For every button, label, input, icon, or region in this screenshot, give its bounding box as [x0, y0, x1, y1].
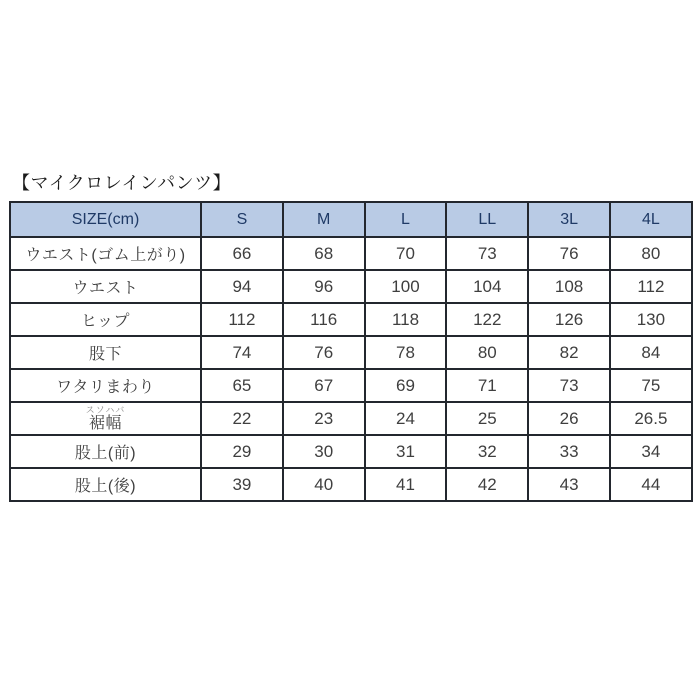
- size-value-cell: 80: [446, 336, 528, 369]
- size-value-cell: 104: [446, 270, 528, 303]
- size-value-cell: 80: [610, 237, 692, 270]
- table-row: [10, 402, 692, 435]
- row-label: 股上(後): [10, 468, 201, 501]
- size-value-cell: 25: [446, 402, 528, 435]
- size-value-cell: 32: [446, 435, 528, 468]
- size-value-cell: 44: [610, 468, 692, 501]
- table-row: [10, 303, 692, 336]
- size-value-cell: 33: [528, 435, 610, 468]
- size-value-cell: 34: [610, 435, 692, 468]
- size-value-cell: 94: [201, 270, 283, 303]
- size-value-cell: 31: [365, 435, 447, 468]
- row-label: ワタリまわり: [10, 369, 201, 402]
- table-row: [10, 369, 692, 402]
- size-value-cell: 65: [201, 369, 283, 402]
- row-label-furigana: スソハバ: [85, 405, 126, 415]
- row-label: ウエスト(ゴム上がり): [10, 237, 201, 270]
- size-value-cell: 76: [283, 336, 365, 369]
- size-column-header: S: [201, 202, 283, 237]
- size-value-cell: 100: [365, 270, 447, 303]
- page-title: 【マイクロレインパンツ】: [12, 173, 232, 193]
- row-label: ウエスト: [10, 270, 201, 303]
- table-row: [10, 336, 692, 369]
- row-label: 股下: [10, 336, 201, 369]
- size-value-cell: 75: [610, 369, 692, 402]
- row-label: 股上(前): [10, 435, 201, 468]
- size-value-cell: 29: [201, 435, 283, 468]
- size-value-cell: 26: [528, 402, 610, 435]
- size-column-header: L: [365, 202, 447, 237]
- size-value-cell: 118: [365, 303, 447, 336]
- size-value-cell: 40: [283, 468, 365, 501]
- size-value-cell: 24: [365, 402, 447, 435]
- size-value-cell: 96: [283, 270, 365, 303]
- size-value-cell: 41: [365, 468, 447, 501]
- size-table-header: [10, 202, 692, 237]
- table-row: [10, 237, 692, 270]
- size-value-cell: 68: [283, 237, 365, 270]
- size-value-cell: 39: [201, 468, 283, 501]
- size-value-cell: 67: [283, 369, 365, 402]
- size-value-cell: 73: [528, 369, 610, 402]
- size-value-cell: 126: [528, 303, 610, 336]
- size-table-body: [10, 237, 692, 501]
- row-label: [10, 402, 201, 435]
- size-value-cell: 23: [283, 402, 365, 435]
- size-value-cell: 78: [365, 336, 447, 369]
- size-value-cell: 112: [610, 270, 692, 303]
- size-value-cell: 69: [365, 369, 447, 402]
- size-column-header: M: [283, 202, 365, 237]
- size-table: [9, 201, 693, 502]
- row-label: ヒップ: [10, 303, 201, 336]
- size-value-cell: 84: [610, 336, 692, 369]
- size-unit-header: SIZE(cm): [10, 202, 201, 237]
- row-label-text: 裾幅: [88, 415, 122, 432]
- size-value-cell: 30: [283, 435, 365, 468]
- header-row: [10, 202, 692, 237]
- size-value-cell: 26.5: [610, 402, 692, 435]
- size-value-cell: 70: [365, 237, 447, 270]
- table-row: [10, 270, 692, 303]
- size-column-header: 3L: [528, 202, 610, 237]
- table-row: [10, 435, 692, 468]
- size-value-cell: 66: [201, 237, 283, 270]
- size-value-cell: 76: [528, 237, 610, 270]
- size-value-cell: 82: [528, 336, 610, 369]
- table-row: [10, 468, 692, 501]
- size-value-cell: 108: [528, 270, 610, 303]
- size-value-cell: 71: [446, 369, 528, 402]
- size-column-header: 4L: [610, 202, 692, 237]
- size-value-cell: 122: [446, 303, 528, 336]
- size-value-cell: 22: [201, 402, 283, 435]
- size-value-cell: 112: [201, 303, 283, 336]
- size-column-header: LL: [446, 202, 528, 237]
- size-value-cell: 74: [201, 336, 283, 369]
- size-value-cell: 73: [446, 237, 528, 270]
- size-value-cell: 42: [446, 468, 528, 501]
- size-value-cell: 130: [610, 303, 692, 336]
- size-value-cell: 43: [528, 468, 610, 501]
- size-value-cell: 116: [283, 303, 365, 336]
